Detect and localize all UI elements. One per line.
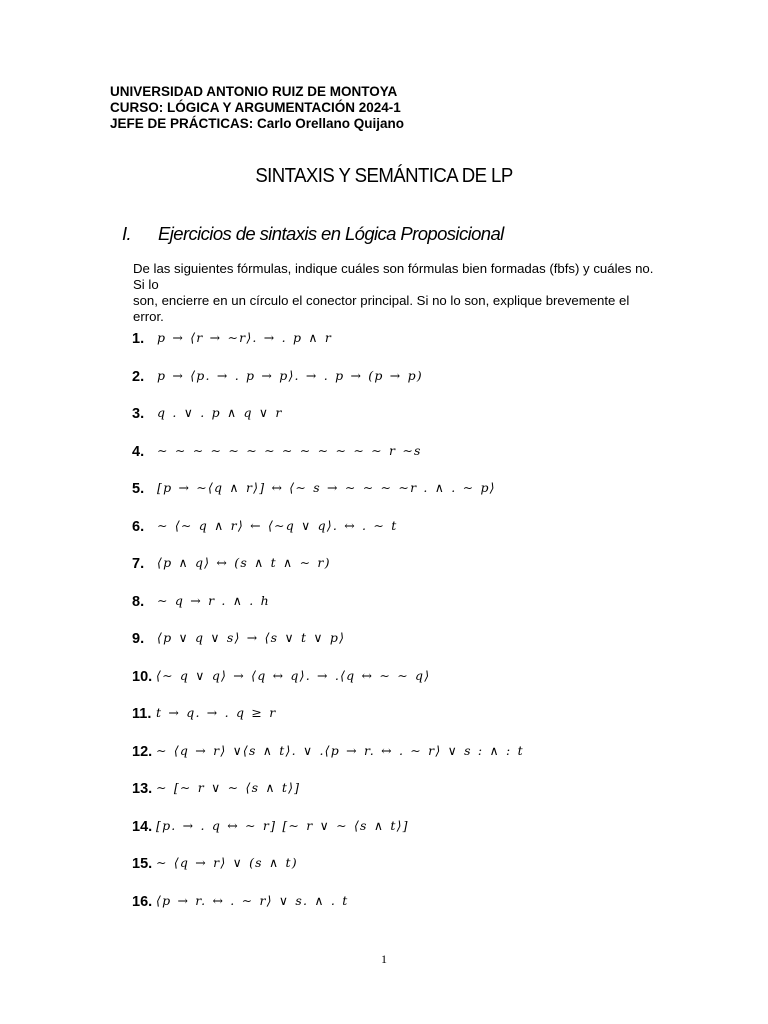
exercise-number: 15. bbox=[132, 856, 153, 872]
exercise-formula: ⟨∼ q ∨ q⟩ → ⟨q ↔ q⟩. → .⟨q ↔ ∼ ∼ q⟩ bbox=[156, 667, 431, 683]
exercise-formula: q . ∨ . p ∧ q ∨ r bbox=[157, 405, 283, 420]
exercise-item bbox=[132, 628, 524, 666]
exercise-formula: p → ⟨r → ∼r⟩. → . p ∧ r bbox=[157, 330, 333, 345]
instructions-line: De las siguientes fórmulas, indique cuáles son fórmulas bien formadas (fbfs) y cuáles no. Si lo bbox=[133, 261, 654, 292]
exercise-item bbox=[132, 891, 524, 929]
exercise-item bbox=[132, 478, 524, 516]
exercise-item bbox=[132, 591, 524, 629]
exercise-number: 12. bbox=[132, 743, 153, 760]
section-heading bbox=[122, 223, 504, 245]
exercise-item bbox=[132, 516, 524, 554]
exercise-formula: ∼ ⟨∼ q ∧ r⟩ ← ⟨∼q ∨ q⟩. ↔ . ∼ t bbox=[157, 517, 398, 533]
exercise-number: 10. bbox=[132, 668, 153, 685]
exercise-number: 11. bbox=[132, 706, 152, 722]
exercise-item bbox=[132, 328, 524, 366]
exercise-formula: [p → ∼⟨q ∧ r⟩] ↔ ⟨∼ s → ∼ ∼ ∼ ∼r . ∧ . ∼ p⟩ bbox=[157, 480, 496, 495]
section-number: I. bbox=[122, 223, 132, 244]
course-line: CURSO: LÓGICA Y ARGUMENTACIÓN 2024-1 bbox=[110, 100, 401, 115]
exercise-number: 2. bbox=[132, 368, 145, 385]
instructions-line: son, encierre en un círculo el conector principal. Si no lo son, explique brevemente el error. bbox=[133, 293, 630, 324]
exercise-item bbox=[132, 403, 524, 441]
instructor-line: JEFE DE PRÁCTICAS: Carlo Orellano Quijano bbox=[110, 116, 405, 131]
exercise-item bbox=[132, 778, 524, 816]
university-line: UNIVERSIDAD ANTONIO RUIZ DE MONTOYA bbox=[110, 84, 398, 99]
exercise-formula: ∼ ⟨q → r⟩ ∨ (s ∧ t) bbox=[156, 855, 298, 870]
exercise-formula: t → q. → . q ≥ r bbox=[156, 705, 277, 720]
exercise-formula: [p. → . q ↔ ∼ r] [∼ r ∨ ∼ ⟨s ∧ t⟩] bbox=[156, 817, 409, 833]
exercise-formula: ∼ ⟨q → r⟩ ∨⟨s ∧ t⟩. ∨ .⟨p → r. ↔ . ∼ r⟩ ∨ s : ∧ : t bbox=[156, 742, 524, 758]
exercise-number: 9. bbox=[132, 631, 145, 647]
exercise-number: 7. bbox=[132, 556, 145, 572]
exercise-number: 8. bbox=[132, 593, 145, 610]
exercise-item bbox=[132, 553, 524, 591]
exercise-formula: ∼ ∼ ∼ ∼ ∼ ∼ ∼ ∼ ∼ ∼ ∼ ∼ ∼ r ∼s bbox=[157, 442, 422, 458]
exercise-item bbox=[132, 441, 524, 479]
exercise-formula: ⟨p ∧ q⟩ ↔ (s ∧ t ∧ ∼ r) bbox=[157, 555, 331, 570]
instructions-paragraph bbox=[133, 261, 663, 325]
exercise-item bbox=[132, 366, 524, 404]
document-header bbox=[110, 84, 404, 132]
exercise-item bbox=[132, 666, 524, 704]
exercise-number: 14. bbox=[132, 818, 153, 835]
page-number: 1 bbox=[381, 952, 387, 966]
exercise-number: 5. bbox=[132, 481, 145, 497]
exercise-item bbox=[132, 853, 524, 891]
exercise-number: 6. bbox=[132, 518, 145, 535]
exercise-number: 3. bbox=[132, 406, 145, 422]
exercise-formula: p → ⟨p. → . p → p⟩. → . p → (p → p) bbox=[157, 367, 423, 383]
exercise-item bbox=[132, 816, 524, 854]
exercise-formula: ⟨p → r. ↔ . ∼ r⟩ ∨ s. ∧ . t bbox=[156, 892, 349, 908]
exercise-formula: ∼ [∼ r ∨ ∼ ⟨s ∧ t⟩] bbox=[156, 780, 301, 795]
exercise-formula: ⟨p ∨ q ∨ s⟩ → ⟨s ∨ t ∨ p⟩ bbox=[157, 630, 346, 645]
section-title: Ejercicios de sintaxis en Lógica Proposicional bbox=[158, 223, 504, 244]
document-title: SINTAXIS Y SEMÁNTICA DE LP bbox=[255, 165, 513, 187]
exercise-item bbox=[132, 741, 524, 779]
exercise-formula: ∼ q → r . ∧ . h bbox=[157, 592, 270, 608]
exercise-item bbox=[132, 703, 524, 741]
exercise-number: 16. bbox=[132, 893, 153, 910]
exercise-number: 4. bbox=[132, 443, 145, 460]
exercise-number: 1. bbox=[132, 331, 145, 347]
exercise-number: 13. bbox=[132, 781, 153, 797]
exercise-list bbox=[132, 328, 524, 928]
